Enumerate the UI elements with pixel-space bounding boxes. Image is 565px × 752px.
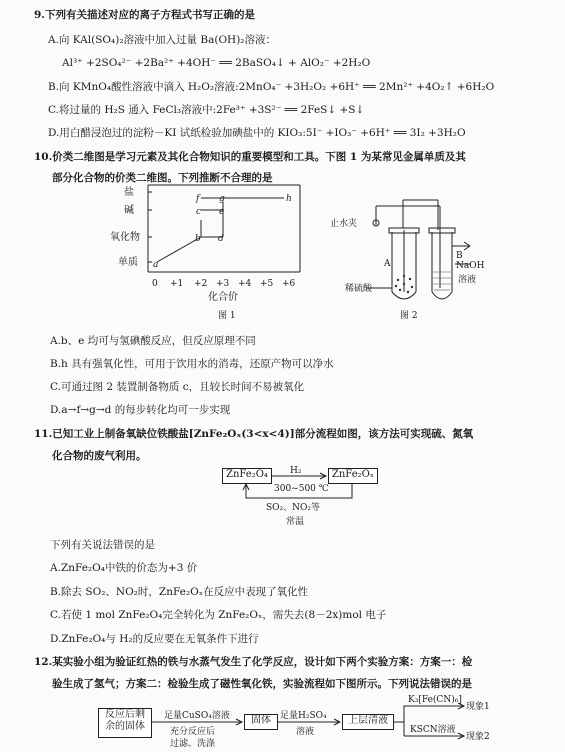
q12-reagent-k3fecn6: K₃[Fe(CN)₆] [408,695,462,705]
fig1-ylabel-element: 单质 [118,257,138,268]
q10-stem-line1: 10.价类二维图是学习元素及其化合物知识的重要模型和工具。下图 1 为某常见金属单质及其 [34,151,466,163]
q10-option-d: D.a→f→g→d 的每步转化均可一步实现 [50,404,231,416]
q12-arrow1-step1: 充分反应后 [170,727,216,737]
q11-stem-line2: 化合物的废气利用。 [52,450,147,462]
fig2-label-acid: 稀硫酸 [345,284,373,294]
q9-stem: 9.下列有关描述对应的离子方程式书写正确的是 [34,9,255,21]
q9-option-a-line2: Al³⁺ +2SO₄²⁻ +2Ba²⁺ +4OH⁻ ══ 2BaSO₄↓ + AlO₂⁻ +2H₂O [62,57,371,69]
q12-phenomenon-2: 现象2 [466,732,490,742]
q10-option-a: A.b、e 均可与氢碘酸反应，但反应原理不同 [50,335,256,347]
q11-label-h2: H₂ [290,466,302,476]
q11-option-a: A.ZnFe₂O₄中铁的价态为+3 价 [50,562,198,574]
fig1-xtick-4: +4 [238,279,252,289]
fig1-xtick-1: +1 [170,279,184,289]
fig1-caption: 图 1 [218,311,236,321]
fig2-label-naoh: NaOH [456,261,485,271]
q12-box-residue-line2: 余的固体 [105,721,145,732]
q11-label-temp: 300~500 ℃ [274,484,329,494]
q10-option-c: C.可通过图 2 装置制备物质 c，且较长时间不易被氧化 [50,381,305,393]
q11-lead: 下列有关说法错误的是 [50,539,155,551]
fig1-point-b: b [195,234,201,244]
q11-option-c: C.若使 1 mol ZnFe₂O₄完全转化为 ZnFe₂Oₓ，需失去(8－2x)mol 电子 [50,609,387,621]
q11-option-b: B.除去 SO₂、NO₂时，ZnFe₂Oₓ在反应中表现了氧化性 [50,586,309,598]
q12-arrow2-solution: 溶液 [296,727,315,737]
fig2-label-b: B [456,251,463,261]
fig2-label-a: A [384,259,391,269]
fig1-xtick-5: +5 [260,279,274,289]
fig1-point-a: a [153,260,159,270]
fig1-point-g: g [219,194,225,204]
q11-label-room-temp: 常温 [286,517,305,527]
fig1-point-f: f [196,194,200,204]
q11-stem-line1: 11.已知工业上制备氧缺位铁酸盐[ZnFe₂Oₓ(3<x<4)]部分流程如图，该方法可实现硫、氮氧 [34,428,474,440]
q10-stem-line2: 部分化合物的价类二维图。下列推断不合理的是 [52,172,273,184]
q12-arrow2-reagent: 足量H₂SO₄ [280,711,327,721]
fig1-xtick-0: 0 [152,279,158,289]
fig1-xlabel: 化合价 [208,292,238,303]
q9-option-b: B.向 KMnO₄酸性溶液中滴入 H₂O₂溶液:2MnO₄⁻ +3H₂O₂ +6H⁺ ══ 2Mn²⁺ +4O₂↑ +6H₂O [48,81,495,93]
q12-box-supernatant: 上层清液 [342,714,394,730]
fig2-caption: 图 2 [400,311,418,321]
fig1-point-d: d [218,234,224,244]
q11-label-gases: SO₂、NO₂等 [266,503,321,513]
q12-stem-line1: 12.某实验小组为验证红热的铁与水蒸气发生了化学反应，设计如下两个实验方案：方案一：检 [34,656,473,668]
fig1-point-e: e [219,207,225,217]
q11-box-znfe2o4: ZnFe₂O₄ [222,468,272,484]
fig2-label-solution: 溶液 [458,275,477,285]
q9-option-d: D.用白醋浸泡过的淀粉－KI 试纸检验加碘盐中的 KIO₃:5I⁻ +IO₃⁻ +6H⁺ ══ 3I₂ +3H₂O [48,127,466,139]
fig1-xtick-2: +2 [194,279,208,289]
q11-option-d: D.ZnFe₂O₄与 H₂的反应要在无氧条件下进行 [50,633,259,645]
fig1-ylabel-oxide: 氧化物 [110,232,140,243]
q12-arrow1-step2: 过滤、洗涤 [170,739,216,749]
fig1-point-c: c [196,207,202,217]
fig1-ylabel-salt: 盐 [124,187,134,198]
fig1-xtick-3: +3 [216,279,230,289]
fig1-ylabel-base: 碱 [124,205,134,216]
q12-arrow1-reagent: 足量CuSO₄溶液 [164,711,230,721]
q11-box-znfe2ox: ZnFe₂Oₓ [328,468,378,484]
q12-box-residue-line1: 反应后剩 [105,709,145,720]
q12-phenomenon-1: 现象1 [466,702,490,712]
fig1-xtick-6: +6 [282,279,296,289]
q9-option-a-line1: A.向 KAl(SO₄)₂溶液中加入过量 Ba(OH)₂溶液： [48,34,277,46]
q9-option-c: C.将过量的 H₂S 通入 FeCl₃溶液中:2Fe³⁺ +3S²⁻ ══ 2FeS↓ +S↓ [48,104,365,116]
q10-option-b: B.h 具有强氧化性，可用于饮用水的消毒，还原产物可以净水 [50,358,334,370]
q12-stem-line2: 验生成了氢气；方案二：检验生成了磁性氧化铁，实验流程如下图所示。下列说法错误的是 [52,678,472,690]
q12-box-solid: 固体 [244,714,278,730]
q12-reagent-kscn: KSCN溶液 [410,725,456,735]
fig2-label-clip: 止水夹 [330,219,358,229]
fig1-point-h: h [286,194,292,204]
